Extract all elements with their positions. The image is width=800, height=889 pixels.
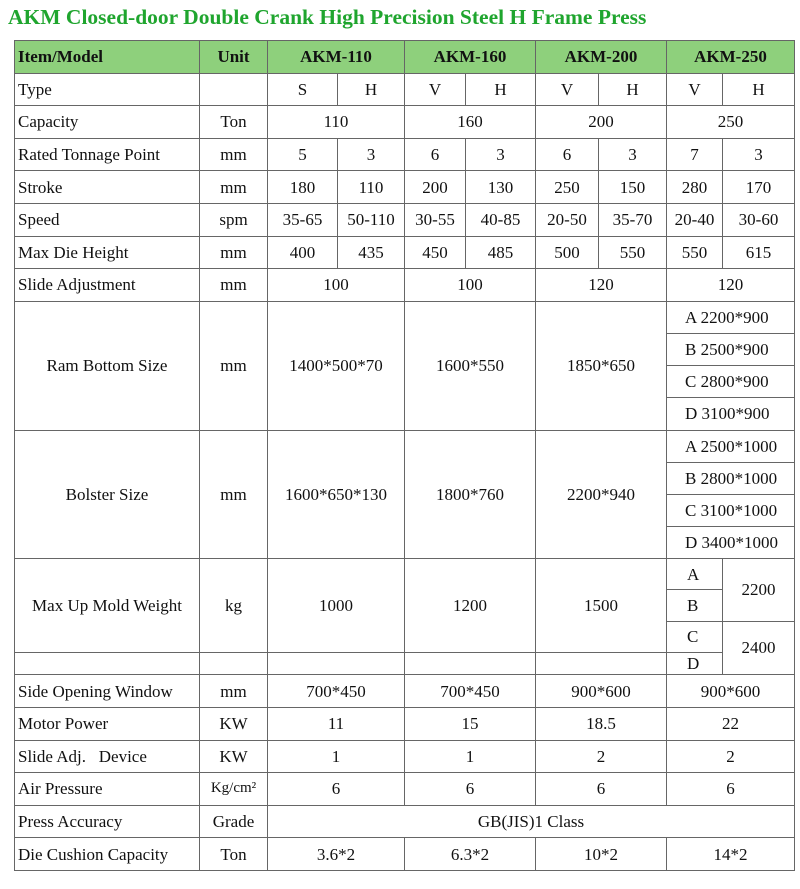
- row-label: Stroke: [15, 171, 200, 204]
- table-cell: 900*600: [536, 675, 667, 708]
- table-cell: 250: [667, 106, 795, 139]
- row-label: Type: [15, 73, 200, 106]
- table-cell: 6: [536, 138, 599, 171]
- table-cell: 30-60: [723, 203, 795, 236]
- row-unit: Ton: [200, 838, 268, 871]
- table-cell: 20-50: [536, 203, 599, 236]
- table-row: [15, 236, 795, 269]
- table-cell: V: [405, 73, 466, 106]
- table-row: [15, 707, 795, 740]
- table-cell: D 3100*900: [667, 398, 795, 430]
- row-unit: Ton: [200, 106, 268, 139]
- table-cell: 500: [536, 236, 599, 269]
- table-cell: C: [667, 621, 723, 652]
- header-model: AKM-200: [536, 41, 667, 74]
- header-unit: Unit: [200, 41, 268, 74]
- table-row: [15, 740, 795, 773]
- row-unit: kg: [200, 559, 268, 653]
- table-cell: 11: [268, 707, 405, 740]
- table-cell: 6: [405, 138, 466, 171]
- table-cell: B 2800*1000: [667, 462, 795, 494]
- table-cell: [15, 652, 200, 675]
- row-unit: mm: [200, 236, 268, 269]
- row-unit: KW: [200, 707, 268, 740]
- table-cell: GB(JIS)1 Class: [268, 805, 795, 838]
- table-cell: A 2500*1000: [667, 430, 795, 462]
- row-unit: mm: [200, 171, 268, 204]
- table-cell: A: [667, 559, 723, 590]
- table-cell: 1500: [536, 559, 667, 653]
- table-cell: 160: [405, 106, 536, 139]
- table-cell: 550: [667, 236, 723, 269]
- row-label: Max Up Mold Weight: [15, 559, 200, 653]
- table-cell: 1: [268, 740, 405, 773]
- table-row: [15, 652, 795, 675]
- table-cell: 5: [268, 138, 338, 171]
- table-cell: 7: [667, 138, 723, 171]
- table-cell: 435: [338, 236, 405, 269]
- row-label: Press Accuracy: [15, 805, 200, 838]
- row-unit: mm: [200, 430, 268, 559]
- table-cell: 1: [405, 740, 536, 773]
- row-label: Side Opening Window: [15, 675, 200, 708]
- table-cell: 1800*760: [405, 430, 536, 559]
- table-cell: 3: [599, 138, 667, 171]
- row-unit: mm: [200, 138, 268, 171]
- row-label: Air Pressure: [15, 773, 200, 806]
- table-cell: 18.5: [536, 707, 667, 740]
- table-row: [15, 773, 795, 806]
- table-row: [15, 269, 795, 302]
- table-cell: 40-85: [466, 203, 536, 236]
- row-label: Capacity: [15, 106, 200, 139]
- table-row: [15, 675, 795, 708]
- header-row: [15, 41, 795, 74]
- table-cell: 120: [536, 269, 667, 302]
- table-cell: 2200*940: [536, 430, 667, 559]
- table-cell: 250: [536, 171, 599, 204]
- table-row: [15, 838, 795, 871]
- table-cell: 200: [536, 106, 667, 139]
- table-cell: 6: [405, 773, 536, 806]
- table-cell: 1600*550: [405, 301, 536, 430]
- table-cell: 6: [536, 773, 667, 806]
- table-cell: [200, 652, 268, 675]
- table-row: [15, 203, 795, 236]
- table-cell: 20-40: [667, 203, 723, 236]
- header-model: AKM-250: [667, 41, 795, 74]
- table-cell: 400: [268, 236, 338, 269]
- row-unit: mm: [200, 675, 268, 708]
- table-cell: 1400*500*70: [268, 301, 405, 430]
- table-cell: 3: [723, 138, 795, 171]
- table-cell: D: [667, 652, 723, 675]
- table-cell: A 2200*900: [667, 301, 795, 333]
- table-cell: V: [667, 73, 723, 106]
- table-cell: [536, 652, 667, 675]
- table-cell: H: [466, 73, 536, 106]
- table-cell: 50-110: [338, 203, 405, 236]
- table-cell: 22: [667, 707, 795, 740]
- table-row: [15, 301, 795, 333]
- table-cell: 1200: [405, 559, 536, 653]
- table-cell: 150: [599, 171, 667, 204]
- header-model: AKM-110: [268, 41, 405, 74]
- row-label: Die Cushion Capacity: [15, 838, 200, 871]
- header-item: Item/Model: [15, 41, 200, 74]
- table-cell: 2: [536, 740, 667, 773]
- table-cell: 170: [723, 171, 795, 204]
- table-cell: 6: [268, 773, 405, 806]
- table-row: [15, 106, 795, 139]
- row-label: Slide Adj. Device: [15, 740, 200, 773]
- table-cell: 3: [338, 138, 405, 171]
- table-cell: 1600*650*130: [268, 430, 405, 559]
- table-cell: 30-55: [405, 203, 466, 236]
- table-cell: 200: [405, 171, 466, 204]
- row-label: Slide Adjustment: [15, 269, 200, 302]
- row-unit: Kg/cm²: [200, 773, 268, 806]
- table-cell: 485: [466, 236, 536, 269]
- table-cell: 180: [268, 171, 338, 204]
- table-cell: C 2800*900: [667, 366, 795, 398]
- table-row: [15, 171, 795, 204]
- table-cell: 35-70: [599, 203, 667, 236]
- row-unit: spm: [200, 203, 268, 236]
- table-cell: B 2500*900: [667, 333, 795, 365]
- row-label: Rated Tonnage Point: [15, 138, 200, 171]
- row-unit: mm: [200, 269, 268, 302]
- table-row: [15, 805, 795, 838]
- row-label: Bolster Size: [15, 430, 200, 559]
- row-label: Speed: [15, 203, 200, 236]
- table-cell: 130: [466, 171, 536, 204]
- table-cell: C 3100*1000: [667, 494, 795, 526]
- table-cell: [405, 652, 536, 675]
- table-cell: 100: [405, 269, 536, 302]
- row-unit: mm: [200, 301, 268, 430]
- table-cell: 15: [405, 707, 536, 740]
- table-cell: 100: [268, 269, 405, 302]
- table-cell: 1000: [268, 559, 405, 653]
- table-cell: 3.6*2: [268, 838, 405, 871]
- page-title: AKM Closed-door Double Crank High Precision Steel H Frame Press: [8, 5, 647, 29]
- spec-table: [14, 40, 795, 871]
- table-cell: 550: [599, 236, 667, 269]
- table-cell: H: [338, 73, 405, 106]
- table-row: [15, 559, 795, 590]
- table-cell: V: [536, 73, 599, 106]
- table-cell: 450: [405, 236, 466, 269]
- row-unit: KW: [200, 740, 268, 773]
- table-cell: 3: [466, 138, 536, 171]
- table-cell: [268, 652, 405, 675]
- table-cell: 110: [268, 106, 405, 139]
- row-label: Motor Power: [15, 707, 200, 740]
- table-cell: 6: [667, 773, 795, 806]
- header-model: AKM-160: [405, 41, 536, 74]
- table-cell: 280: [667, 171, 723, 204]
- table-cell: H: [599, 73, 667, 106]
- table-cell: 35-65: [268, 203, 338, 236]
- row-label: Max Die Height: [15, 236, 200, 269]
- table-cell: 6.3*2: [405, 838, 536, 871]
- table-cell: 700*450: [405, 675, 536, 708]
- table-cell: 10*2: [536, 838, 667, 871]
- table-cell: 700*450: [268, 675, 405, 708]
- table-row: [15, 73, 795, 106]
- table-cell: 1850*650: [536, 301, 667, 430]
- table-cell: S: [268, 73, 338, 106]
- table-cell: 14*2: [667, 838, 795, 871]
- table-cell: H: [723, 73, 795, 106]
- row-unit: Grade: [200, 805, 268, 838]
- table-cell: 2200: [723, 559, 795, 621]
- table-cell: 2400: [723, 621, 795, 675]
- table-cell: 110: [338, 171, 405, 204]
- table-row: [15, 138, 795, 171]
- table-cell: D 3400*1000: [667, 527, 795, 559]
- table-cell: 615: [723, 236, 795, 269]
- table-cell: 2: [667, 740, 795, 773]
- row-unit: [200, 73, 268, 106]
- table-cell: B: [667, 590, 723, 621]
- table-row: [15, 430, 795, 462]
- table-cell: 900*600: [667, 675, 795, 708]
- table-cell: 120: [667, 269, 795, 302]
- row-label: Ram Bottom Size: [15, 301, 200, 430]
